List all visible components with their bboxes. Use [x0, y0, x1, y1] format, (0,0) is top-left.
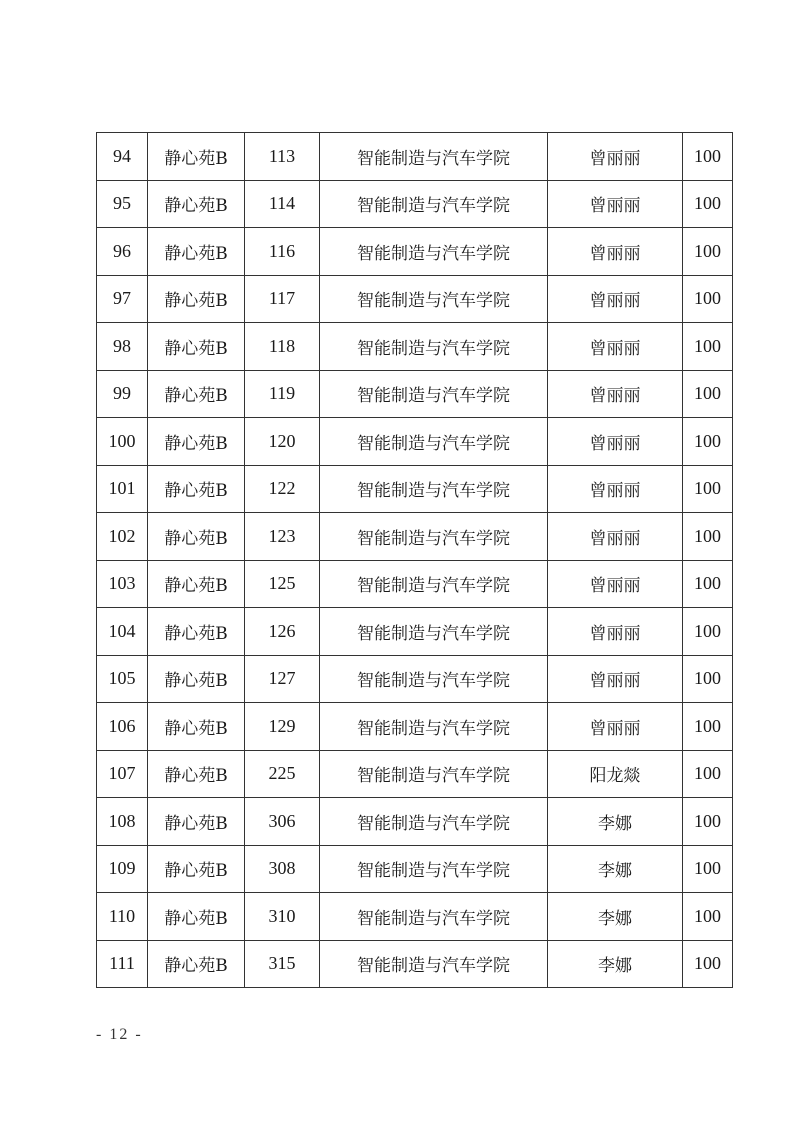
cell-college: 智能制造与汽车学院	[320, 465, 548, 513]
cell-building: 静心苑B	[148, 893, 245, 941]
cell-room-number: 123	[245, 513, 320, 561]
dormitory-score-table-container	[96, 132, 732, 988]
cell-score: 100	[683, 133, 733, 181]
cell-room-number: 308	[245, 845, 320, 893]
table-row	[97, 798, 733, 846]
cell-college: 智能制造与汽车学院	[320, 750, 548, 798]
cell-room-number: 315	[245, 940, 320, 988]
table-row	[97, 513, 733, 561]
cell-score: 100	[683, 275, 733, 323]
cell-teacher: 曾丽丽	[548, 180, 683, 228]
cell-row-number: 105	[97, 655, 148, 703]
cell-teacher: 曾丽丽	[548, 275, 683, 323]
cell-building: 静心苑B	[148, 323, 245, 371]
cell-college: 智能制造与汽车学院	[320, 180, 548, 228]
cell-college: 智能制造与汽车学院	[320, 703, 548, 751]
table-row	[97, 608, 733, 656]
cell-room-number: 127	[245, 655, 320, 703]
cell-score: 100	[683, 845, 733, 893]
cell-college: 智能制造与汽车学院	[320, 228, 548, 276]
cell-room-number: 125	[245, 560, 320, 608]
cell-building: 静心苑B	[148, 940, 245, 988]
cell-score: 100	[683, 418, 733, 466]
table-row	[97, 940, 733, 988]
cell-teacher: 曾丽丽	[548, 228, 683, 276]
cell-college: 智能制造与汽车学院	[320, 655, 548, 703]
cell-college: 智能制造与汽车学院	[320, 608, 548, 656]
cell-college: 智能制造与汽车学院	[320, 370, 548, 418]
cell-room-number: 310	[245, 893, 320, 941]
cell-building: 静心苑B	[148, 560, 245, 608]
cell-teacher: 曾丽丽	[548, 323, 683, 371]
cell-college: 智能制造与汽车学院	[320, 560, 548, 608]
cell-teacher: 李娜	[548, 893, 683, 941]
cell-teacher: 曾丽丽	[548, 465, 683, 513]
cell-room-number: 126	[245, 608, 320, 656]
cell-score: 100	[683, 893, 733, 941]
cell-score: 100	[683, 323, 733, 371]
cell-score: 100	[683, 703, 733, 751]
table-row	[97, 323, 733, 371]
cell-teacher: 曾丽丽	[548, 133, 683, 181]
table-row	[97, 228, 733, 276]
cell-college: 智能制造与汽车学院	[320, 940, 548, 988]
cell-row-number: 104	[97, 608, 148, 656]
table-body	[97, 133, 733, 988]
cell-building: 静心苑B	[148, 845, 245, 893]
cell-score: 100	[683, 560, 733, 608]
cell-college: 智能制造与汽车学院	[320, 845, 548, 893]
cell-score: 100	[683, 940, 733, 988]
cell-teacher: 阳龙燚	[548, 750, 683, 798]
cell-row-number: 94	[97, 133, 148, 181]
cell-room-number: 122	[245, 465, 320, 513]
cell-building: 静心苑B	[148, 798, 245, 846]
cell-building: 静心苑B	[148, 228, 245, 276]
cell-college: 智能制造与汽车学院	[320, 323, 548, 371]
cell-room-number: 118	[245, 323, 320, 371]
cell-room-number: 114	[245, 180, 320, 228]
cell-building: 静心苑B	[148, 750, 245, 798]
cell-row-number: 110	[97, 893, 148, 941]
cell-room-number: 225	[245, 750, 320, 798]
cell-score: 100	[683, 655, 733, 703]
cell-row-number: 111	[97, 940, 148, 988]
cell-teacher: 曾丽丽	[548, 703, 683, 751]
cell-score: 100	[683, 750, 733, 798]
cell-row-number: 101	[97, 465, 148, 513]
table-row	[97, 180, 733, 228]
cell-teacher: 曾丽丽	[548, 418, 683, 466]
cell-teacher: 曾丽丽	[548, 560, 683, 608]
cell-row-number: 95	[97, 180, 148, 228]
cell-building: 静心苑B	[148, 275, 245, 323]
cell-college: 智能制造与汽车学院	[320, 133, 548, 181]
cell-teacher: 曾丽丽	[548, 608, 683, 656]
cell-row-number: 98	[97, 323, 148, 371]
cell-room-number: 113	[245, 133, 320, 181]
cell-row-number: 102	[97, 513, 148, 561]
dormitory-score-table	[96, 132, 733, 988]
cell-row-number: 108	[97, 798, 148, 846]
cell-score: 100	[683, 608, 733, 656]
cell-teacher: 曾丽丽	[548, 513, 683, 561]
cell-teacher: 曾丽丽	[548, 655, 683, 703]
page-number: - 12 -	[96, 1026, 143, 1043]
cell-building: 静心苑B	[148, 655, 245, 703]
cell-row-number: 96	[97, 228, 148, 276]
table-row	[97, 703, 733, 751]
table-row	[97, 133, 733, 181]
cell-room-number: 129	[245, 703, 320, 751]
table-row	[97, 370, 733, 418]
cell-teacher: 李娜	[548, 940, 683, 988]
cell-college: 智能制造与汽车学院	[320, 513, 548, 561]
cell-row-number: 97	[97, 275, 148, 323]
cell-college: 智能制造与汽车学院	[320, 893, 548, 941]
cell-row-number: 107	[97, 750, 148, 798]
cell-row-number: 109	[97, 845, 148, 893]
cell-teacher: 李娜	[548, 798, 683, 846]
cell-score: 100	[683, 228, 733, 276]
cell-building: 静心苑B	[148, 608, 245, 656]
cell-score: 100	[683, 513, 733, 561]
table-row	[97, 418, 733, 466]
cell-score: 100	[683, 180, 733, 228]
cell-row-number: 106	[97, 703, 148, 751]
table-row	[97, 750, 733, 798]
table-row	[97, 893, 733, 941]
table-row	[97, 275, 733, 323]
cell-building: 静心苑B	[148, 133, 245, 181]
table-row	[97, 560, 733, 608]
cell-college: 智能制造与汽车学院	[320, 275, 548, 323]
cell-building: 静心苑B	[148, 703, 245, 751]
cell-teacher: 李娜	[548, 845, 683, 893]
cell-room-number: 117	[245, 275, 320, 323]
cell-building: 静心苑B	[148, 180, 245, 228]
cell-building: 静心苑B	[148, 513, 245, 561]
cell-score: 100	[683, 370, 733, 418]
cell-room-number: 119	[245, 370, 320, 418]
cell-building: 静心苑B	[148, 418, 245, 466]
cell-college: 智能制造与汽车学院	[320, 798, 548, 846]
cell-building: 静心苑B	[148, 465, 245, 513]
cell-room-number: 306	[245, 798, 320, 846]
cell-room-number: 120	[245, 418, 320, 466]
cell-score: 100	[683, 465, 733, 513]
cell-row-number: 99	[97, 370, 148, 418]
cell-room-number: 116	[245, 228, 320, 276]
cell-building: 静心苑B	[148, 370, 245, 418]
cell-teacher: 曾丽丽	[548, 370, 683, 418]
table-row	[97, 655, 733, 703]
table-row	[97, 845, 733, 893]
table-row	[97, 465, 733, 513]
cell-row-number: 103	[97, 560, 148, 608]
cell-score: 100	[683, 798, 733, 846]
cell-row-number: 100	[97, 418, 148, 466]
cell-college: 智能制造与汽车学院	[320, 418, 548, 466]
